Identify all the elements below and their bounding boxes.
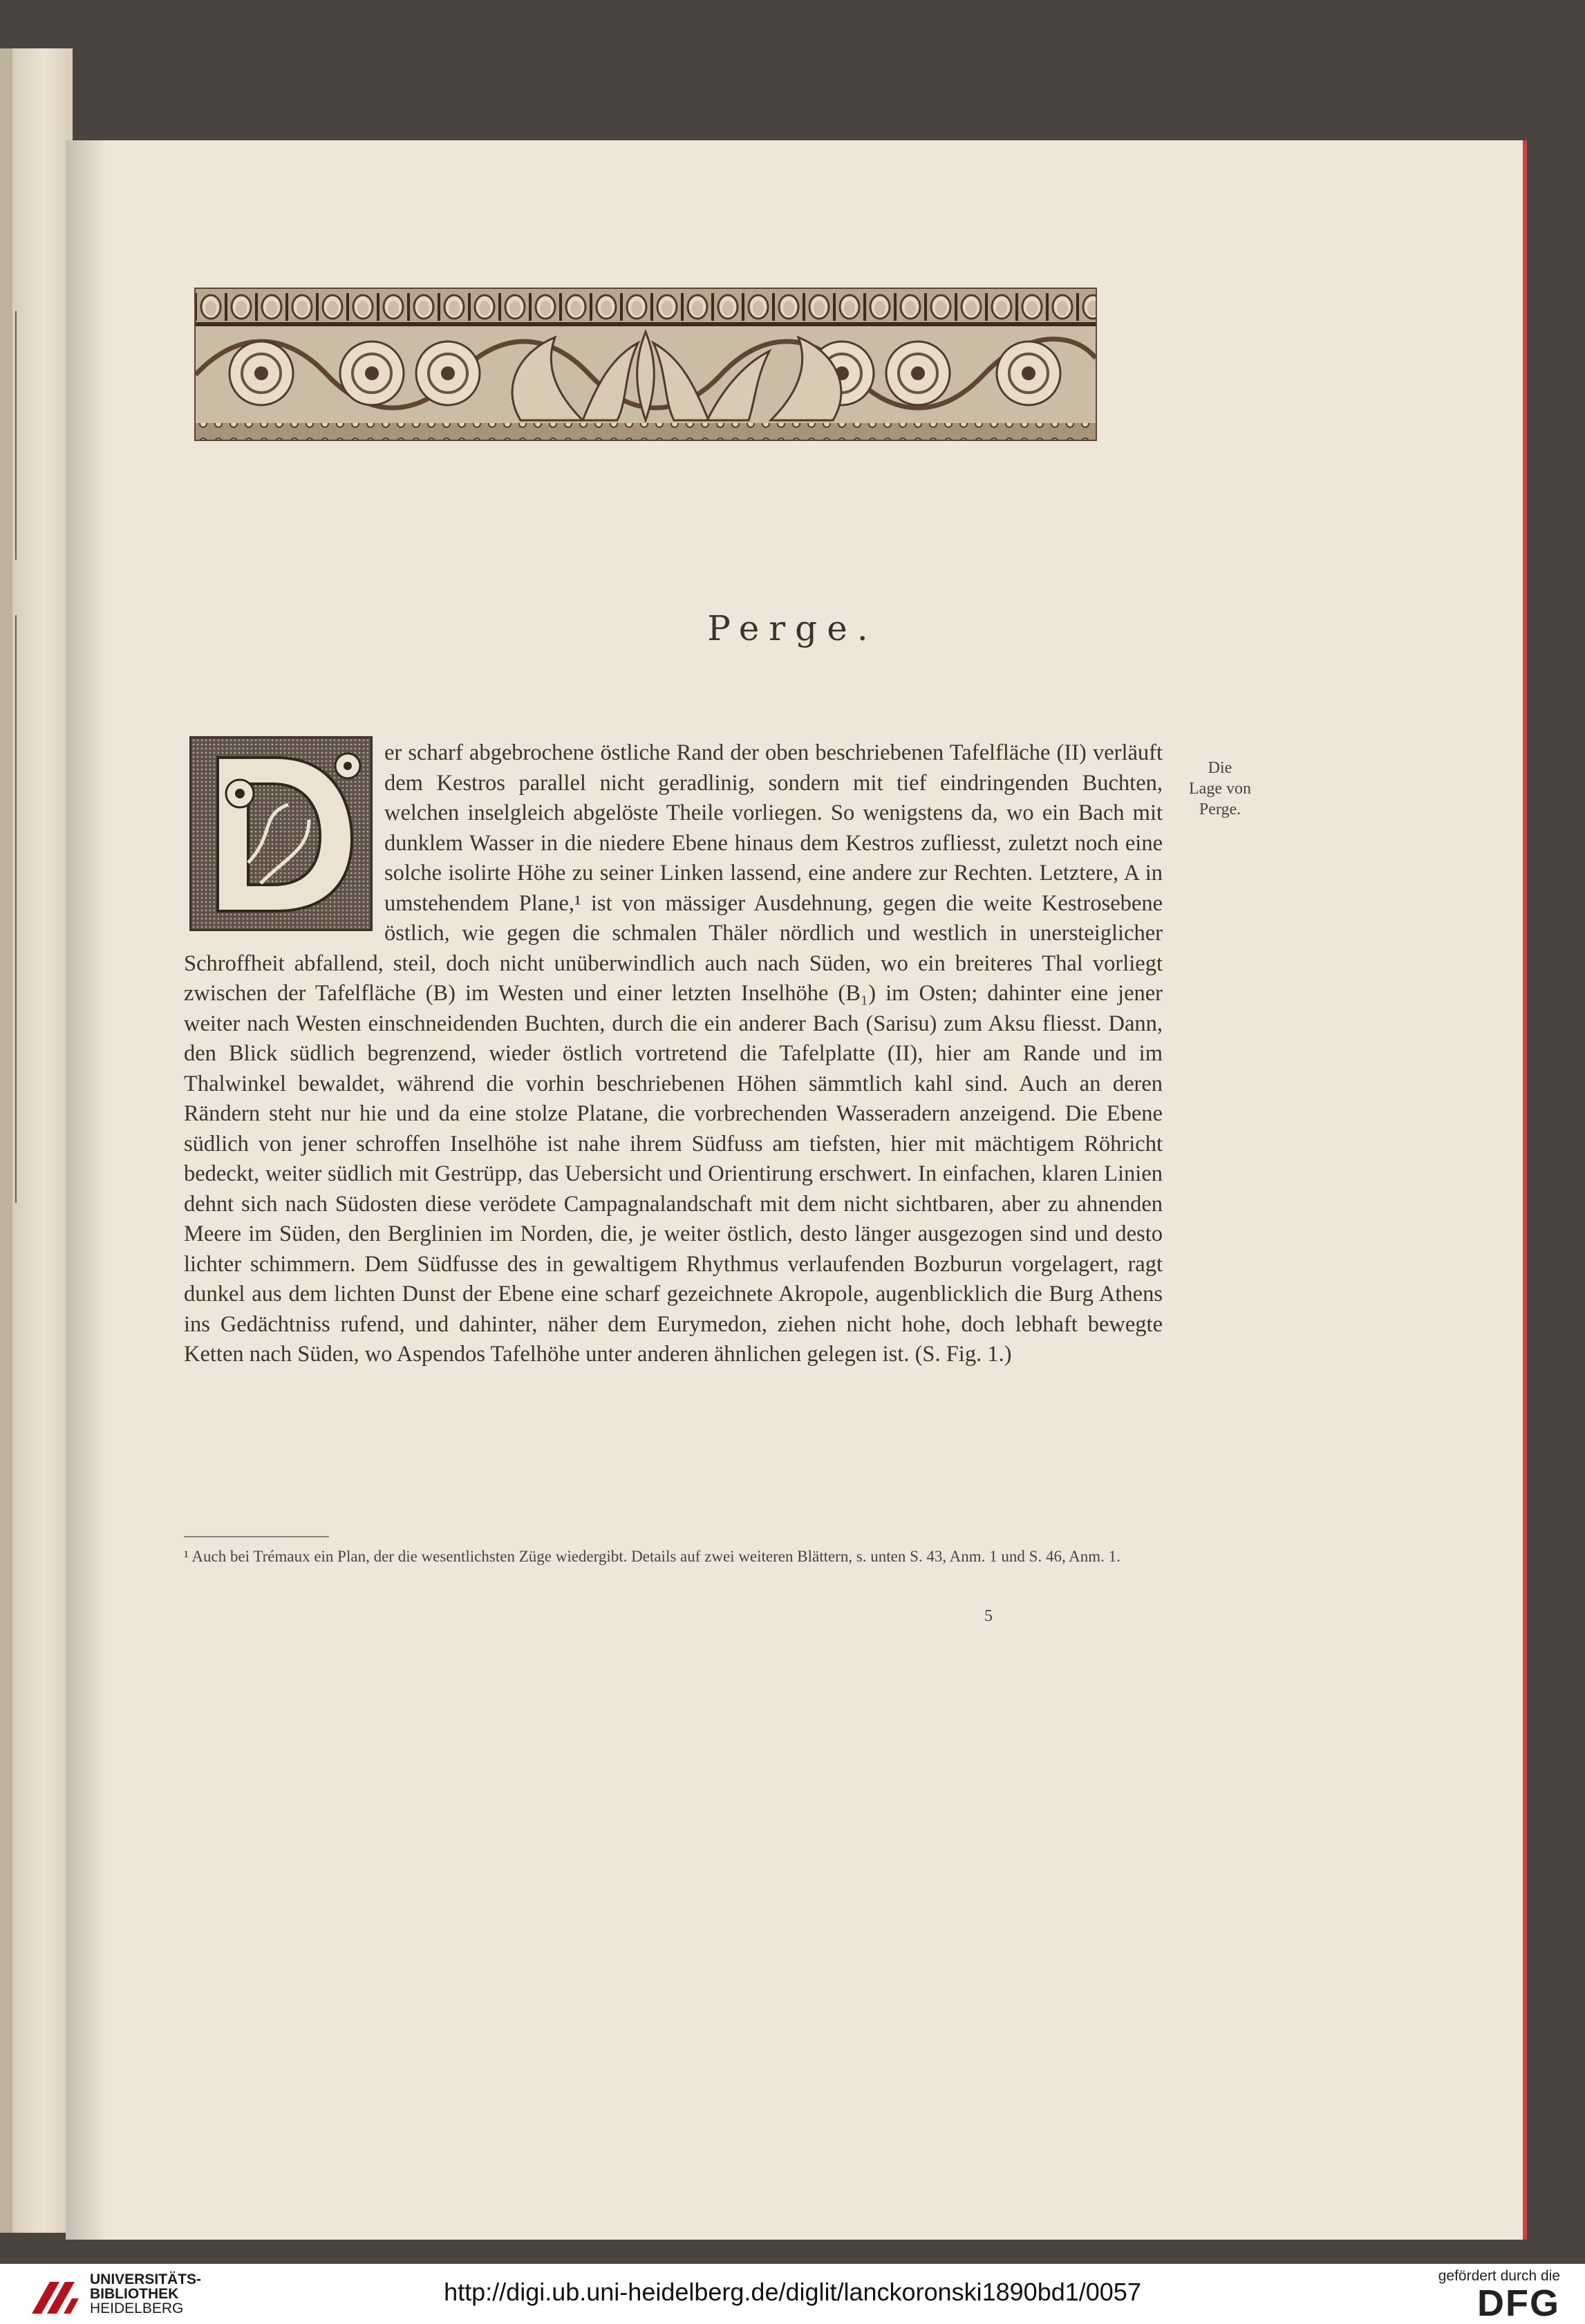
page-number: 5 — [984, 1607, 993, 1625]
footnote: ¹ Auch bei Trémaux ein Plan, der die wesentlichsten Züge wiedergibt. Details auf zwei weiteren Blättern, s. unten S. 43, Anm. 1 und S. 46, Anm. 1. — [184, 1548, 1120, 1565]
body-text — [184, 738, 1163, 1370]
left-page-engraving-fragment — [0, 940, 17, 1203]
previous-page-edges — [0, 48, 73, 2233]
footnote-rule — [184, 1536, 329, 1537]
library-name-line: HEIDELBERG — [90, 2300, 184, 2316]
funded-by-label: gefördert durch die — [1438, 2268, 1560, 2284]
marginal-note-line: Die — [1208, 759, 1232, 777]
library-name-line: UNIVERSITÄTS- — [90, 2271, 202, 2287]
body-paragraph: er scharf abgebrochene östliche Rand der oben beschriebenen Tafelfläche (II) verläuft dem Kestros parallel nicht geradlinig, sondern mit tief eindringenden Buchten, welchen inselgleich abgelöste Theile vorliegen. So wenigstens da, wo ein Bach mit dunklem Wasser in die niedere Ebene hinaus dem Kestros zufliesst, zuletzt noch eine solche isolirte Höhe zu seiner Linken lassend, eine andere zur Rechten. Letztere, A in umstehendem Plane,¹ ist von mässiger Ausdehnung, gegen die weite Kestrosebene östlich, wie gegen die schmalen Thäler nördlich und westlich in unersteiglicher Schroffheit abfallend, steil, doch nicht unüberwindlich auch nach Süden, wo ein breiteres Thal vorliegt zwischen der Tafelfläche (B) im Westen und einer letzten Inselhöhe (B₁) im Osten; dahinter eine jener weiter nach Westen einschneidenden Buchten, durch die ein anderer Bach (Sarisu) zum Aksu fliesst. Dann, den Blick südlich begrenzend, wieder östlich vortretend die Tafelplatte (II), hier am Rande und im Thalwinkel bewaldet, während die vorhin beschriebenen Höhen sämmtlich kahl sind. Auch an deren Rändern steht nur hie und da eine stolze Platane, die vorbrechenden Wasseradern anzeigend. Die Ebene südlich von jener schroffen Inselhöhe ist nahe ihrem Südfuss am tiefsten, hier mit mächtigem Röhricht bedeckt, weiter südlich mit Gestrüpp, das Uebersicht und Orientirung erschwert. In einfachen, klaren Linien dehnt sich nach Südosten diese verödete Campagnalandschaft mit dem nicht sichtbaren, aber zu ahnenden Meere im Süden, den Berglinien im Norden, die, je weiter östlich, desto länger ausgezogen sind und desto lichter schimmern. Dem Südfusse des in gewaltigem Rhythmus verlaufenden Bozburun vorgelagert, ragt dunkel aus dem lichten Dunst der Ebene eine scharf gezeichnete Akropole, augenblicklich die Burg Athens ins Gedächtniss rufend, und dahinter, näher dem Eurymedon, ziehen nicht hohe, doch lebhaft bewegte Ketten nach Süden, wo Aspendos Tafelhöhe unter anderen ähnlichen gelegen ist. (S. Fig. 1.) — [184, 740, 1163, 1367]
page-title: Perge. — [707, 608, 878, 648]
marginal-note — [1179, 758, 1262, 820]
page-gutter-shadow — [66, 140, 107, 2240]
marginal-note-line: Lage von — [1189, 780, 1251, 798]
marginal-note-line: Perge. — [1199, 800, 1241, 818]
library-name-line: BIBLIOTHEK — [90, 2286, 179, 2302]
frieze-illustration — [196, 289, 1096, 440]
viewer-footer — [0, 2264, 1585, 2323]
ornamental-frieze — [194, 288, 1097, 441]
dfg-logo[interactable]: DFG — [1477, 2283, 1560, 2324]
permalink-url[interactable]: http://digi.ub.uni-heidelberg.de/diglit/lanckoronski1890bd1/0057 — [444, 2278, 1141, 2306]
left-page-engraving-fragment — [0, 311, 17, 560]
dropcap-spacer — [184, 738, 384, 944]
